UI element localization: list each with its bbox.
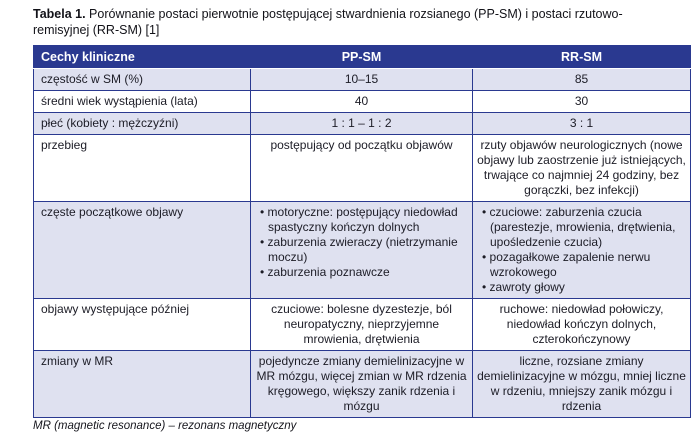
ppsm-cell: postępujący od początku objawów: [251, 135, 473, 202]
table-row-frequency: [34, 69, 691, 91]
feature-cell: średni wiek wystąpienia (lata): [34, 91, 251, 113]
comparison-table: [33, 45, 691, 418]
table-row-sex-ratio: [34, 113, 691, 135]
feature-cell: zmiany w MR: [34, 351, 251, 418]
feature-cell: płeć (kobiety : mężczyźni): [34, 113, 251, 135]
feature-cell: przebieg: [34, 135, 251, 202]
feature-cell: objawy występujące później: [34, 299, 251, 351]
rrsm-cell: [473, 202, 691, 299]
bullet-item: • motoryczne: postępujący niedowład spastyczny kończyn dolnych: [256, 205, 469, 235]
rrsm-cell: 3 : 1: [473, 113, 691, 135]
column-header-ppsm: PP-SM: [251, 46, 473, 69]
ppsm-cell: 40: [251, 91, 473, 113]
table-caption-text: Porównanie postaci pierwotnie postępującej stwardnienia rozsianego (PP-SM) i postaci rzutowo-remisyjnej (RR-SM) [1]: [33, 7, 623, 37]
rrsm-cell: ruchowe: niedowład połowiczy, niedowład kończyn dolnych, czterokończynowy: [473, 299, 691, 351]
header-row: [34, 46, 691, 69]
bullet-item: • zaburzenia zwieraczy (nietrzymanie moczu): [256, 235, 469, 265]
ppsm-cell: 1 : 1 – 1 : 2: [251, 113, 473, 135]
ppsm-cell: 10–15: [251, 69, 473, 91]
bullet-item: • zaburzenia poznawcze: [256, 265, 469, 280]
column-header-clinical-features: Cechy kliniczne: [34, 46, 251, 69]
table-row-later-symptoms: [34, 299, 691, 351]
rrsm-cell: 30: [473, 91, 691, 113]
table-caption-number: Tabela 1.: [33, 7, 86, 21]
feature-cell: częstość w SM (%): [34, 69, 251, 91]
table-caption: [33, 6, 665, 38]
table-row-course: [34, 135, 691, 202]
bullet-item: • czuciowe: zaburzenia czucia (parestezje, mrowienia, drętwienia, upośledzenie czucia): [478, 205, 687, 250]
rrsm-cell: 85: [473, 69, 691, 91]
table-row-mr-changes: [34, 351, 691, 418]
ppsm-cell: pojedyncze zmiany demielinizacyjne w MR mózgu, więcej zmian w MR rdzenia kręgowego, większy zanik rdzenia i mózgu: [251, 351, 473, 418]
table-row-mean-age: [34, 91, 691, 113]
footnote: MR (magnetic resonance) – rezonans magnetyczny: [33, 420, 297, 432]
rrsm-cell: rzuty objawów neurologicznych (nowe objawy lub zaostrzenie już istniejących, trwające co najmniej 24 godziny, bez gorączki, bez infekcji): [473, 135, 691, 202]
rrsm-cell: liczne, rozsiane zmiany demielinizacyjne w mózgu, mniej liczne w rdzeniu, mniejszy zanik mózgu i rdzenia: [473, 351, 691, 418]
bullet-item: • pozagałkowe zapalenie nerwu wzrokowego: [478, 250, 687, 280]
bullet-item: • zawroty głowy: [478, 280, 687, 295]
ppsm-cell: [251, 202, 473, 299]
feature-cell: częste początkowe objawy: [34, 202, 251, 299]
ppsm-cell: czuciowe: bolesne dyzestezje, ból neuropatyczny, nieprzyjemne mrowienia, drętwienia: [251, 299, 473, 351]
table-row-initial-symptoms: [34, 202, 691, 299]
column-header-rrsm: RR-SM: [473, 46, 691, 69]
